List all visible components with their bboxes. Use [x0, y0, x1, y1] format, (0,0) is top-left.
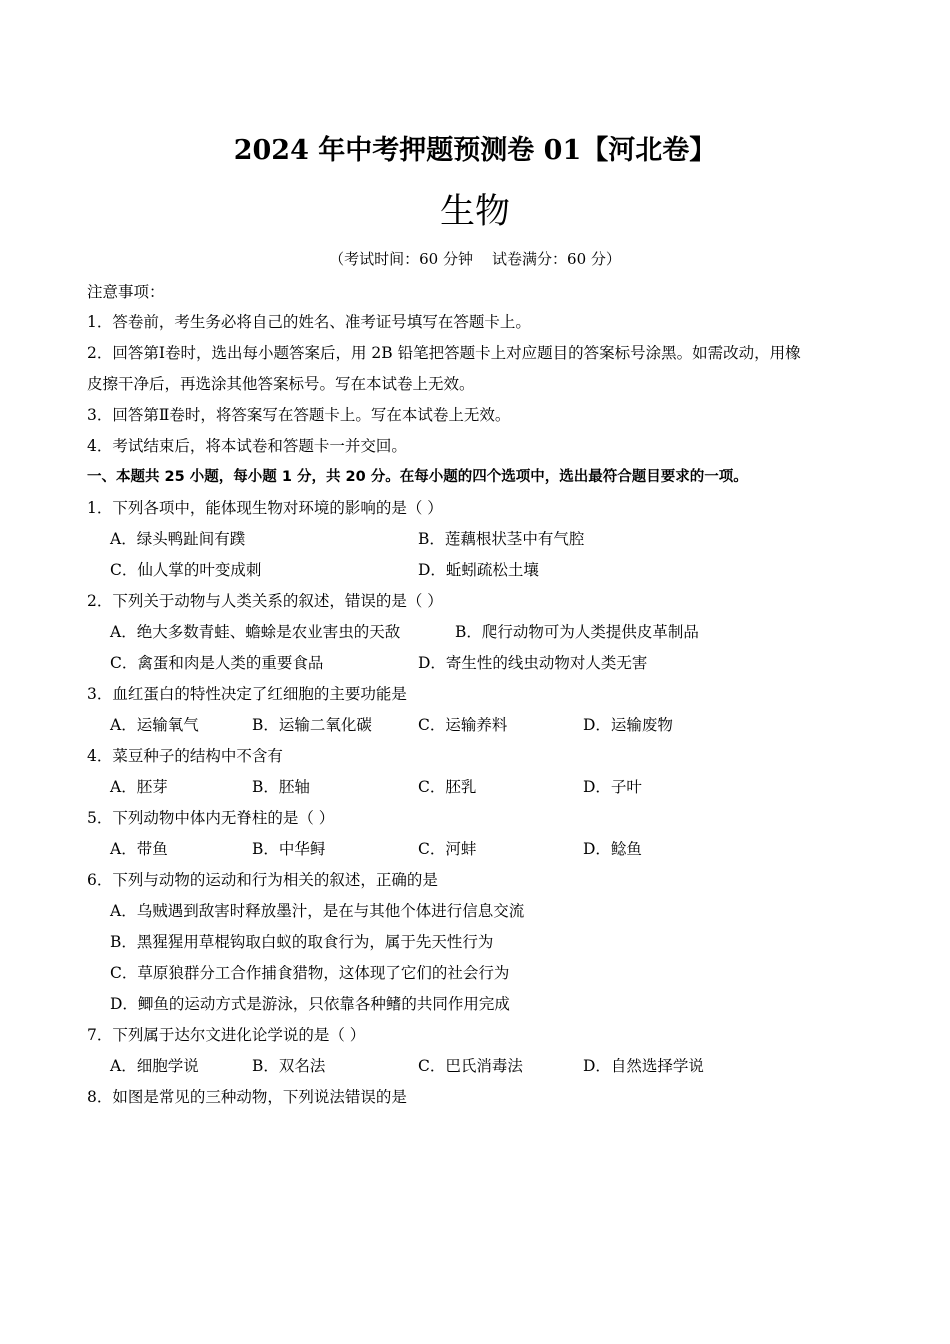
- option-b: B．黑猩猩用草棍钩取白蚁的取食行为，属于先天性行为: [110, 933, 494, 951]
- option-b: B．运输二氧化碳: [252, 716, 372, 734]
- option-a: A．绝大多数青蛙、蟾蜍是农业害虫的天敌: [110, 623, 401, 641]
- note-item: 2．回答第Ⅰ卷时，选出每小题答案后，用 2B 铅笔把答题卡上对应题目的答案标号涂黑。如需改动，用橡: [87, 344, 801, 362]
- question-stem: 7．下列属于达尔文进化论学说的是（ ）: [87, 1026, 366, 1044]
- note-item: 4．考试结束后，将本试卷和答题卡一并交回。: [87, 437, 407, 455]
- option-a: A．带鱼: [110, 840, 168, 858]
- question-stem: 1．下列各项中，能体现生物对环境的影响的是（ ）: [87, 499, 443, 517]
- option-d: D．子叶: [583, 778, 642, 796]
- option-a: A．绿头鸭趾间有蹼: [110, 530, 246, 548]
- subject-title: 生物: [439, 192, 510, 232]
- question-stem: 3．血红蛋白的特性决定了红细胞的主要功能是: [87, 685, 407, 703]
- question-stem: 8．如图是常见的三种动物，下列说法错误的是: [87, 1088, 407, 1106]
- notes-heading: 注意事项：: [87, 283, 165, 301]
- option-d: D．鲶鱼: [583, 840, 642, 858]
- option-d: D．自然选择学说: [583, 1057, 704, 1075]
- option-a: A．乌贼遇到敌害时释放墨汁，是在与其他个体进行信息交流: [110, 902, 525, 920]
- option-d: D．鲫鱼的运动方式是游泳，只依靠各种鳍的共同作用完成: [110, 995, 510, 1013]
- page-title: 2024 年中考押题预测卷 01【河北卷】: [233, 135, 717, 166]
- option-c: C．仙人掌的叶变成刺: [110, 561, 262, 579]
- exam-info: （考试时间：60 分钟 试卷满分：60 分）: [329, 250, 621, 268]
- option-d: D．寄生性的线虫动物对人类无害: [418, 654, 648, 672]
- option-c: C．巴氏消毒法: [418, 1057, 523, 1075]
- question-stem: 2．下列关于动物与人类关系的叙述，错误的是（ ）: [87, 592, 443, 610]
- note-item: 1．答卷前，考生务必将自己的姓名、准考证号填写在答题卡上。: [87, 313, 531, 331]
- option-a: A．细胞学说: [110, 1057, 199, 1075]
- option-d: D．蚯蚓疏松土壤: [418, 561, 539, 579]
- option-c: C．运输养料: [418, 716, 508, 734]
- question-stem: 5．下列动物中体内无脊柱的是（ ）: [87, 809, 335, 827]
- note-item: 3．回答第Ⅱ卷时，将答案写在答题卡上。写在本试卷上无效。: [87, 406, 511, 424]
- option-b: B．中华鲟: [252, 840, 326, 858]
- option-b: B．双名法: [252, 1057, 326, 1075]
- option-c: C．河蚌: [418, 840, 477, 858]
- note-item: 皮擦干净后，再选涂其他答案标号。写在本试卷上无效。: [87, 375, 475, 393]
- section-heading: 一、本题共 25 小题，每小题 1 分，共 20 分。在每小题的四个选项中，选出最符合题目要求的一项。: [87, 469, 748, 485]
- option-d: D．运输废物: [583, 716, 673, 734]
- question-stem: 6．下列与动物的运动和行为相关的叙述，正确的是: [87, 871, 438, 889]
- question-stem: 4．菜豆种子的结构中不含有: [87, 747, 283, 765]
- option-b: B．爬行动物可为人类提供皮革制品: [455, 623, 699, 641]
- option-c: C．胚乳: [418, 778, 477, 796]
- option-b: B．莲藕根状茎中有气腔: [418, 530, 585, 548]
- option-a: A．运输氧气: [110, 716, 199, 734]
- option-c: C．禽蛋和肉是人类的重要食品: [110, 654, 324, 672]
- option-c: C．草原狼群分工合作捕食猎物，这体现了它们的社会行为: [110, 964, 510, 982]
- option-b: B．胚轴: [252, 778, 310, 796]
- option-a: A．胚芽: [110, 778, 168, 796]
